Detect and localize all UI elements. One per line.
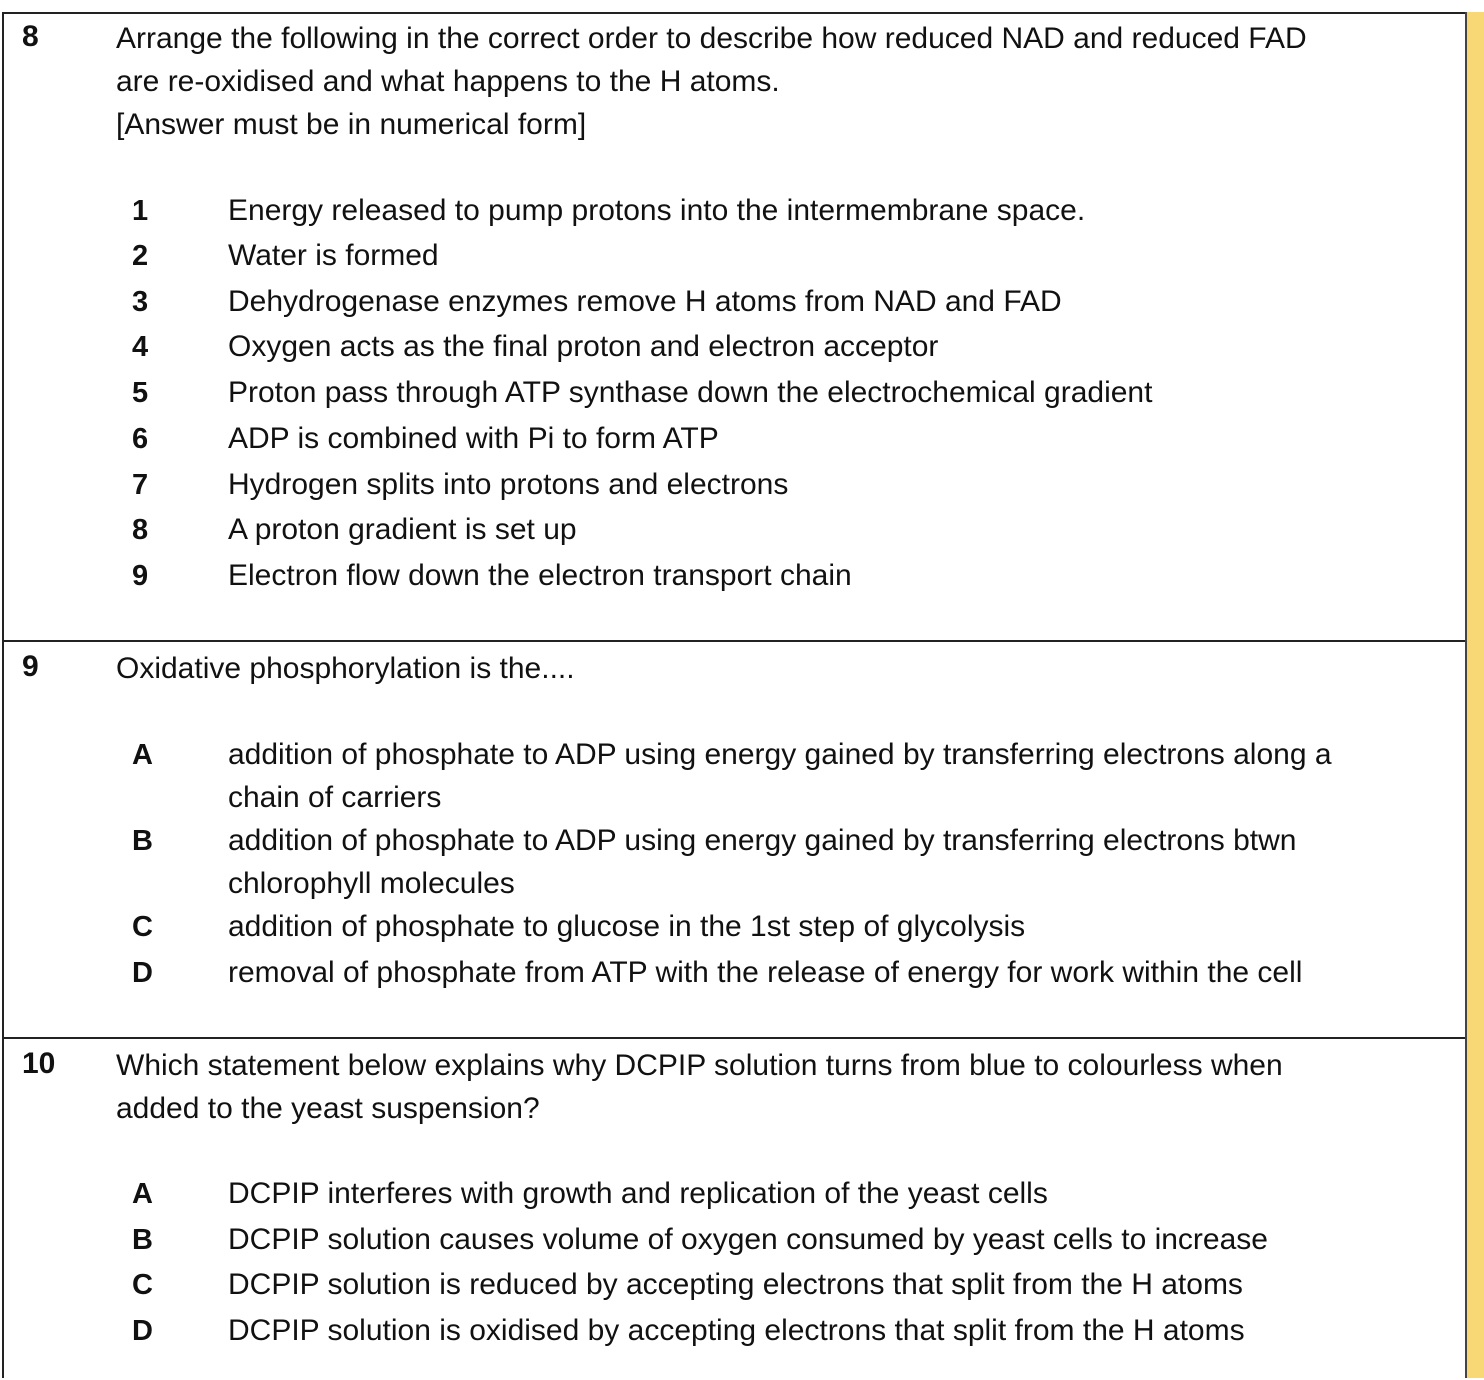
option-label: B <box>132 1224 153 1256</box>
option-label: B <box>132 825 153 857</box>
option-label: 6 <box>132 423 149 455</box>
option-text-line: Electron flow down the electron transport chain <box>228 559 852 592</box>
option-text <box>228 905 1443 948</box>
option-text-line: Energy released to pump protons into the intermembrane space. <box>228 194 1086 227</box>
margin-highlight-strip <box>1465 12 1484 1378</box>
option-text <box>228 1309 1443 1352</box>
option-text <box>228 417 1443 460</box>
question-text-line: added to the yeast suspension? <box>116 1092 540 1125</box>
option-label: 8 <box>132 514 149 546</box>
option-text-line: removal of phosphate from ATP with the release of energy for work within the cell <box>228 956 1303 989</box>
option-text <box>228 1218 1443 1261</box>
option-text <box>228 554 1443 597</box>
option-text <box>228 325 1443 368</box>
option-text-line: DCPIP solution is reduced by accepting electrons that split from the H atoms <box>228 1268 1243 1301</box>
option-label: 2 <box>132 240 149 272</box>
option-text-line: chlorophyll molecules <box>228 867 515 900</box>
option-text <box>228 1172 1443 1215</box>
option-text-line: Proton pass through ATP synthase down the electrochemical gradient <box>228 376 1153 409</box>
question-number: 10 <box>22 1047 56 1080</box>
option-text <box>228 733 1443 819</box>
option-label: D <box>132 1315 153 1347</box>
option-label: D <box>132 957 153 989</box>
question-number: 9 <box>22 650 39 683</box>
option-text <box>228 371 1443 414</box>
option-label: 1 <box>132 195 149 227</box>
option-text-line: Dehydrogenase enzymes remove H atoms from NAD and FAD <box>228 285 1062 318</box>
option-text <box>228 463 1443 506</box>
option-text-line: addition of phosphate to ADP using energy gained by transferring electrons btwn <box>228 824 1297 857</box>
option-text-line: Hydrogen splits into protons and electrons <box>228 468 789 501</box>
option-text-line: addition of phosphate to glucose in the 1st step of glycolysis <box>228 910 1026 943</box>
question-number: 8 <box>22 20 39 53</box>
question-10-block <box>4 1039 1467 1380</box>
option-text <box>228 280 1443 323</box>
option-text-line: DCPIP interferes with growth and replication of the yeast cells <box>228 1177 1048 1210</box>
option-label: C <box>132 911 153 943</box>
option-label: A <box>132 739 153 771</box>
option-text <box>228 234 1443 277</box>
option-label: C <box>132 1269 153 1301</box>
option-text-line: Water is formed <box>228 239 439 272</box>
option-text-line: DCPIP solution causes volume of oxygen consumed by yeast cells to increase <box>228 1223 1268 1256</box>
option-label: 5 <box>132 377 149 409</box>
question-text <box>116 647 1436 690</box>
question-8-block <box>4 14 1467 642</box>
option-label: 3 <box>132 286 149 318</box>
option-text-line: addition of phosphate to ADP using energy gained by transferring electrons along a <box>228 738 1332 771</box>
question-9-block <box>4 642 1467 1039</box>
question-text-line: Oxidative phosphorylation is the.... <box>116 652 575 685</box>
option-text <box>228 819 1443 905</box>
option-text-line: A proton gradient is set up <box>228 513 577 546</box>
question-text-line: are re-oxidised and what happens to the H atoms. <box>116 65 780 98</box>
question-text-line: [Answer must be in numerical form] <box>116 108 587 141</box>
option-label: 7 <box>132 469 149 501</box>
option-text <box>228 951 1443 994</box>
option-text-line: Oxygen acts as the final proton and electron acceptor <box>228 330 939 363</box>
option-text-line: DCPIP solution is oxidised by accepting electrons that split from the H atoms <box>228 1314 1245 1347</box>
question-text-line: Which statement below explains why DCPIP solution turns from blue to colourless when <box>116 1049 1283 1082</box>
question-text-line: Arrange the following in the correct order to describe how reduced NAD and reduced FAD <box>116 22 1307 55</box>
option-text-line: chain of carriers <box>228 781 442 814</box>
option-label: 9 <box>132 560 149 592</box>
option-label: A <box>132 1178 153 1210</box>
option-text <box>228 189 1443 232</box>
option-text-line: ADP is combined with Pi to form ATP <box>228 422 719 455</box>
question-text <box>116 1044 1436 1130</box>
option-text <box>228 508 1443 551</box>
option-text <box>228 1263 1443 1306</box>
option-label: 4 <box>132 331 149 363</box>
question-text <box>116 17 1436 146</box>
question-sheet <box>2 12 1465 1378</box>
